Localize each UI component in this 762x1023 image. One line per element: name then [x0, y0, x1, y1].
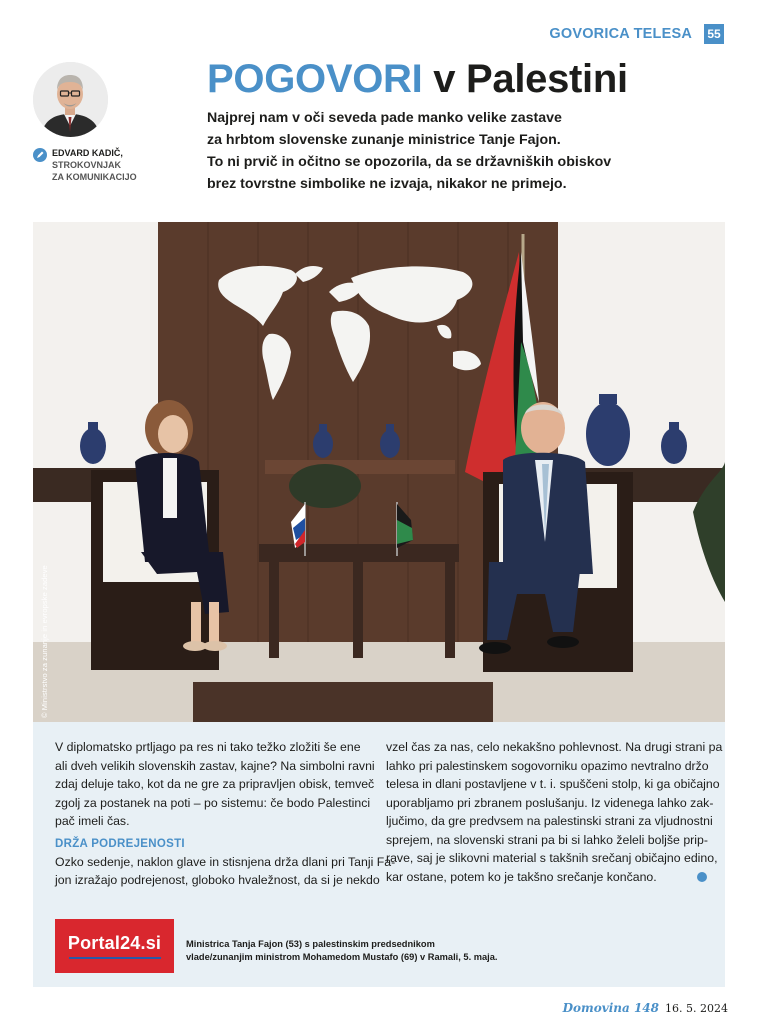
author-name: EDVARD KADIČ,: [52, 148, 123, 158]
source-logo-text: Portal24.si: [67, 933, 162, 953]
body-line: zgolj za postanek na poti – po sistemu: če bodo Palestinci: [55, 795, 371, 810]
author-role-line1: STROKOVNJAK: [52, 160, 122, 170]
lede-line: za hrbtom slovenske zunanje ministrice Tanje Fajon.: [207, 132, 561, 148]
headline-rest: v Palestini: [422, 57, 628, 101]
article-column-right: [386, 738, 723, 886]
article-column-left: [55, 738, 396, 890]
photo-caption: [186, 938, 498, 964]
body-line: V diplomatsko prtljago pa res ni tako težko zložiti še ene: [55, 740, 361, 754]
body-line: vzel čas za nas, celo nekakšno pohlevnost. Na drugi strani pa: [386, 740, 723, 754]
article-headline: [207, 56, 628, 102]
section-header: [549, 24, 724, 44]
body-line: zdaj deluje tako, kot da ne gre za pripravljen obisk, temveč: [55, 777, 375, 791]
author-avatar: [33, 62, 108, 137]
body-line: ali dveh velikih slovenskih zastav, kajne? Na simbolni ravni: [55, 758, 375, 773]
pen-icon: [33, 148, 47, 162]
main-photo: [33, 222, 725, 722]
page-footer: [563, 1001, 728, 1015]
section-name: GOVORICA TELESA: [549, 26, 692, 42]
page-number: 55: [704, 24, 724, 44]
body-line: telesa in dlani postavljene v t. i. spuščeni stolp, ki ga običajno: [386, 777, 720, 791]
body-line: jon izražajo podrejenost, globoko hvaležnost, da si je nekdo: [55, 873, 380, 887]
magazine-name: Domovina 148: [562, 1001, 660, 1015]
source-logo: [55, 919, 174, 973]
author-byline: [33, 147, 153, 183]
photo-credit: © Ministrstvo za zunanje in evropske zadeve: [40, 565, 49, 718]
body-line-text: kar ostane, potem ko je takšno srečanje končano.: [386, 869, 657, 884]
author-role-line2: ZA KOMUNIKACIJO: [52, 172, 137, 182]
body-line-last: [386, 868, 706, 887]
caption-line: vlade/zunanjim ministrom Mohamedom Mustafo (69) v Ramali, 5. maja.: [186, 952, 498, 962]
source-logo-underline: [69, 957, 161, 959]
body-line: uporabljamo pri zbranem poslušanju. Iz videnega lahko zak-: [386, 795, 714, 810]
article-subhead: DRŽA PODREJENOSTI: [55, 837, 185, 850]
body-line: Ozko sedenje, naklon glave in stisnjena drža dlani pri Tanji Fa-: [55, 854, 396, 869]
body-line: sprejem, na slovenski strani pa bi si lahko želeli boljše prip-: [386, 832, 708, 847]
lede-line: brez tovrstne simbolike ne izvaja, nikakor ne primejo.: [207, 176, 567, 192]
caption-line: Ministrica Tanja Fajon (53) s palestinskim predsednikom: [186, 939, 435, 949]
issue-date: 16. 5. 2024: [665, 1002, 728, 1015]
body-line: ljučimo, da gre predvsem na palestinski strani za vljudnostni: [386, 814, 713, 828]
body-line: lahko pri palestinskem sogovorniku opazimo nevtralno držo: [386, 758, 709, 773]
lede-line: To ni prvič in očitno se opozorila, da se državniških obiskov: [207, 154, 612, 170]
lede-line: Najprej nam v oči seveda pade manko velike zastave: [207, 110, 562, 126]
body-line: rave, saj je slikovni material s takšnih srečanj običajno edino,: [386, 851, 718, 865]
article-lede: [207, 107, 677, 195]
headline-accent: POGOVORI: [207, 57, 423, 101]
body-line: pač imeli čas.: [55, 814, 130, 828]
end-mark-icon: [697, 872, 707, 882]
